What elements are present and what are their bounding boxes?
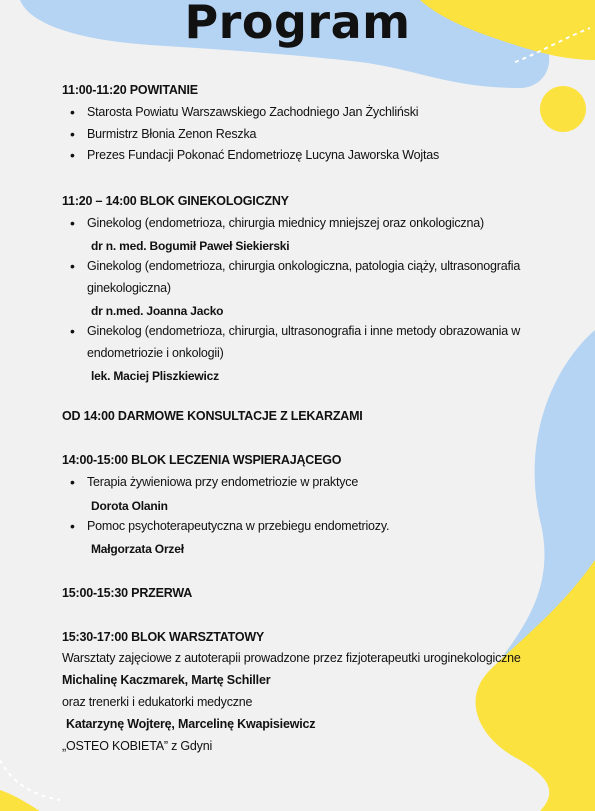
- doctor-name: dr n.med. Joanna Jacko: [91, 304, 224, 318]
- support-list: [62, 472, 562, 559]
- list-item: • Starosta Powiatu Warszawskiego Zachodniego Jan Żychliński: [62, 102, 562, 124]
- specialist-description: Ginekolog (endometrioza, chirurgia miednicy mniejszej oraz onkologiczna): [87, 215, 484, 230]
- program-content: [62, 80, 562, 757]
- workshop-trainers: Katarzynę Wojterę, Marcelinę Kwapisiewicz: [66, 717, 316, 731]
- section-heading-break: 15:00-15:30 PRZERWA: [62, 586, 193, 600]
- workshop-leaders: Michalinę Kaczmarek, Martę Schiller: [62, 673, 271, 687]
- welcome-list: [62, 102, 562, 167]
- section-heading-workshop: 15:30-17:00 BLOK WARSZTATOWY: [62, 630, 265, 644]
- doctor-name: dr n. med. Bogumił Paweł Siekierski: [91, 239, 290, 253]
- list-item: [62, 321, 562, 386]
- list-item: [62, 213, 562, 257]
- speaker-name: Małgorzata Orzeł: [91, 542, 184, 556]
- workshop-organization: „OSTEO KOBIETA” z Gdyni: [62, 739, 213, 753]
- page-title: Program: [184, 0, 411, 49]
- workshop-description: Warsztaty zajęciowe z autoterapii prowadzone przez fizjoterapeutki uroginekologiczne: [62, 651, 521, 665]
- list-item: [62, 516, 562, 560]
- section-heading-gynecology: 11:20 – 14:00 BLOK GINEKOLOGICZNY: [62, 193, 289, 208]
- topic-description: Terapia żywieniowa przy endometriozie w praktyce: [87, 475, 359, 489]
- section-heading-support: 14:00-15:00 BLOK LECZENIA WSPIERAJĄCEGO: [62, 453, 342, 467]
- speaker-name: Dorota Olanin: [91, 498, 168, 513]
- list-item: [62, 472, 562, 516]
- topic-description: Pomoc psychoterapeutyczna w przebiegu endometriozy.: [87, 518, 390, 533]
- specialist-description: Ginekolog (endometrioza, chirurgia onkologiczna, patologia ciąży, ultrasonografia ginekologiczna): [87, 259, 521, 295]
- list-item: • Prezes Fundacji Pokonać Endometriozę Lucyna Jaworska Wojtas: [62, 145, 562, 167]
- list-item: [62, 256, 562, 321]
- section-heading-consultations: OD 14:00 DARMOWE KONSULTACJE Z LEKARZAMI: [62, 409, 363, 423]
- list-item: • Burmistrz Błonia Zenon Reszka: [62, 124, 562, 146]
- section-heading-welcome: 11:00-11:20 POWITANIE: [62, 83, 198, 97]
- specialist-description: Ginekolog (endometrioza, chirurgia, ultrasonografia i inne metody obrazowania w endometriozie i onkologii): [87, 324, 521, 360]
- gynecology-list: [62, 213, 562, 387]
- doctor-name: lek. Maciej Pliszkiewicz: [91, 369, 219, 383]
- workshop-description-2: oraz trenerki i edukatorki medyczne: [62, 695, 253, 709]
